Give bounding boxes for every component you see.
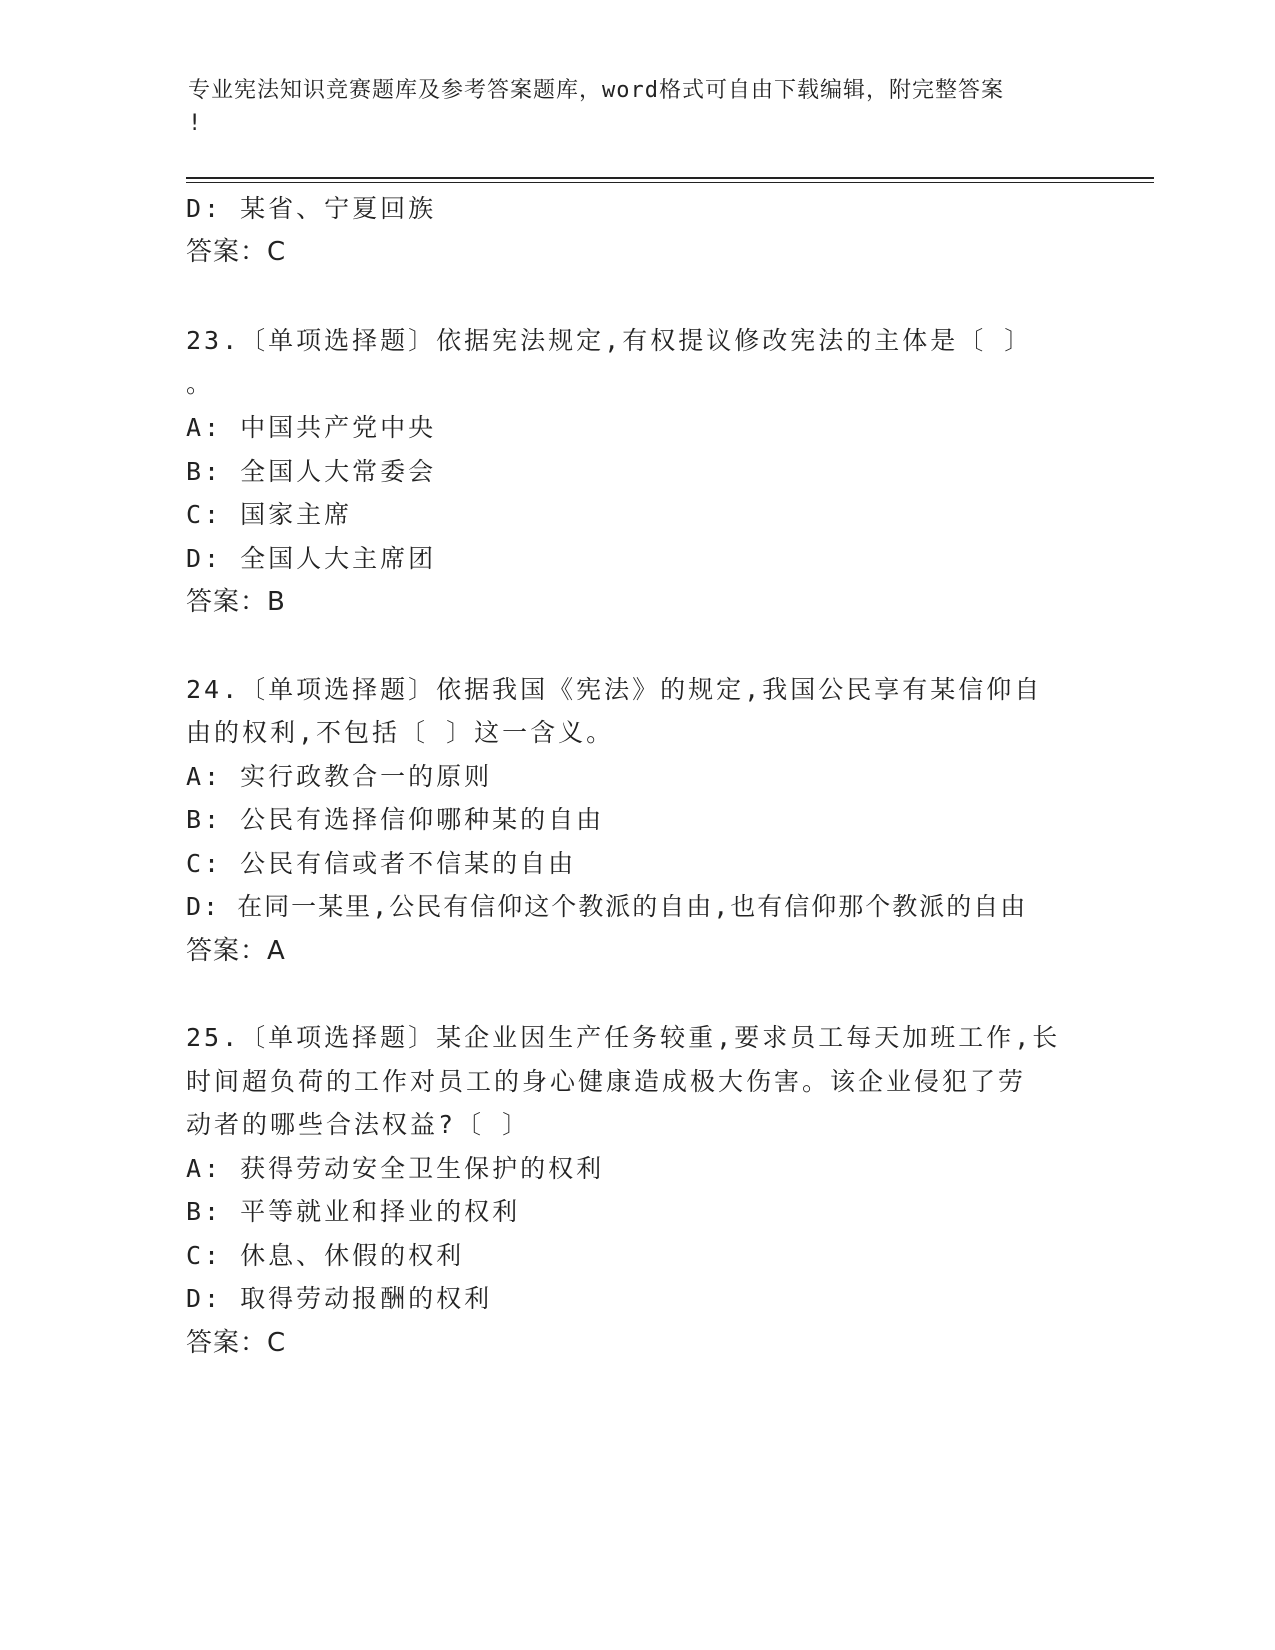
question-stem-cont: 。 [186,369,215,398]
answer: 答案：C [186,1328,287,1358]
option-d: D: 在同一某里,公民有信仰这个教派的自由,也有信仰那个教派的自由 [186,892,1028,921]
answer: 答案：B [186,587,286,617]
option-d: D: 取得劳动报酬的权利 [186,1284,493,1313]
question-stem: 23.〔单项选择题〕依据宪法规定,有权提议修改宪法的主体是〔 〕 [186,326,1033,355]
answer: 答案：A [186,936,286,966]
option-d: D: 全国人大主席团 [186,544,437,573]
option-b: B: 公民有选择信仰哪种某的自由 [186,805,605,834]
question-stem-cont: 动者的哪些合法权益?〔 〕 [186,1110,531,1139]
page-header [188,74,1068,140]
answer: 答案：C [186,237,287,267]
option-b: B: 平等就业和择业的权利 [186,1197,521,1226]
option-a: A: 实行政教合一的原则 [186,762,493,791]
option-a: A: 获得劳动安全卫生保护的权利 [186,1154,605,1183]
header-line-2: ! [188,111,203,136]
question-stem-cont: 时间超负荷的工作对员工的身心健康造成极大伤害。该企业侵犯了劳 [186,1067,1027,1096]
question-stem-cont: 由的权利,不包括〔 〕这一含义。 [186,718,615,747]
header-rule-thick [186,177,1154,179]
header-rule-thin [186,182,1154,183]
option-c: C: 休息、休假的权利 [186,1241,465,1270]
question-stem: 24.〔单项选择题〕依据我国《宪法》的规定,我国公民享有某信仰自 [186,675,1043,704]
option-d: D: 某省、宁夏回族 [186,194,437,223]
option-b: B: 全国人大常委会 [186,457,437,486]
header-line-1: 专业宪法知识竞赛题库及参考答案题库，word格式可自由下载编辑，附完整答案 [188,78,1004,103]
option-c: C: 公民有信或者不信某的自由 [186,849,577,878]
option-c: C: 国家主席 [186,500,353,529]
question-stem: 25.〔单项选择题〕某企业因生产任务较重,要求员工每天加班工作,长 [186,1023,1061,1052]
option-a: A: 中国共产党中央 [186,413,437,442]
